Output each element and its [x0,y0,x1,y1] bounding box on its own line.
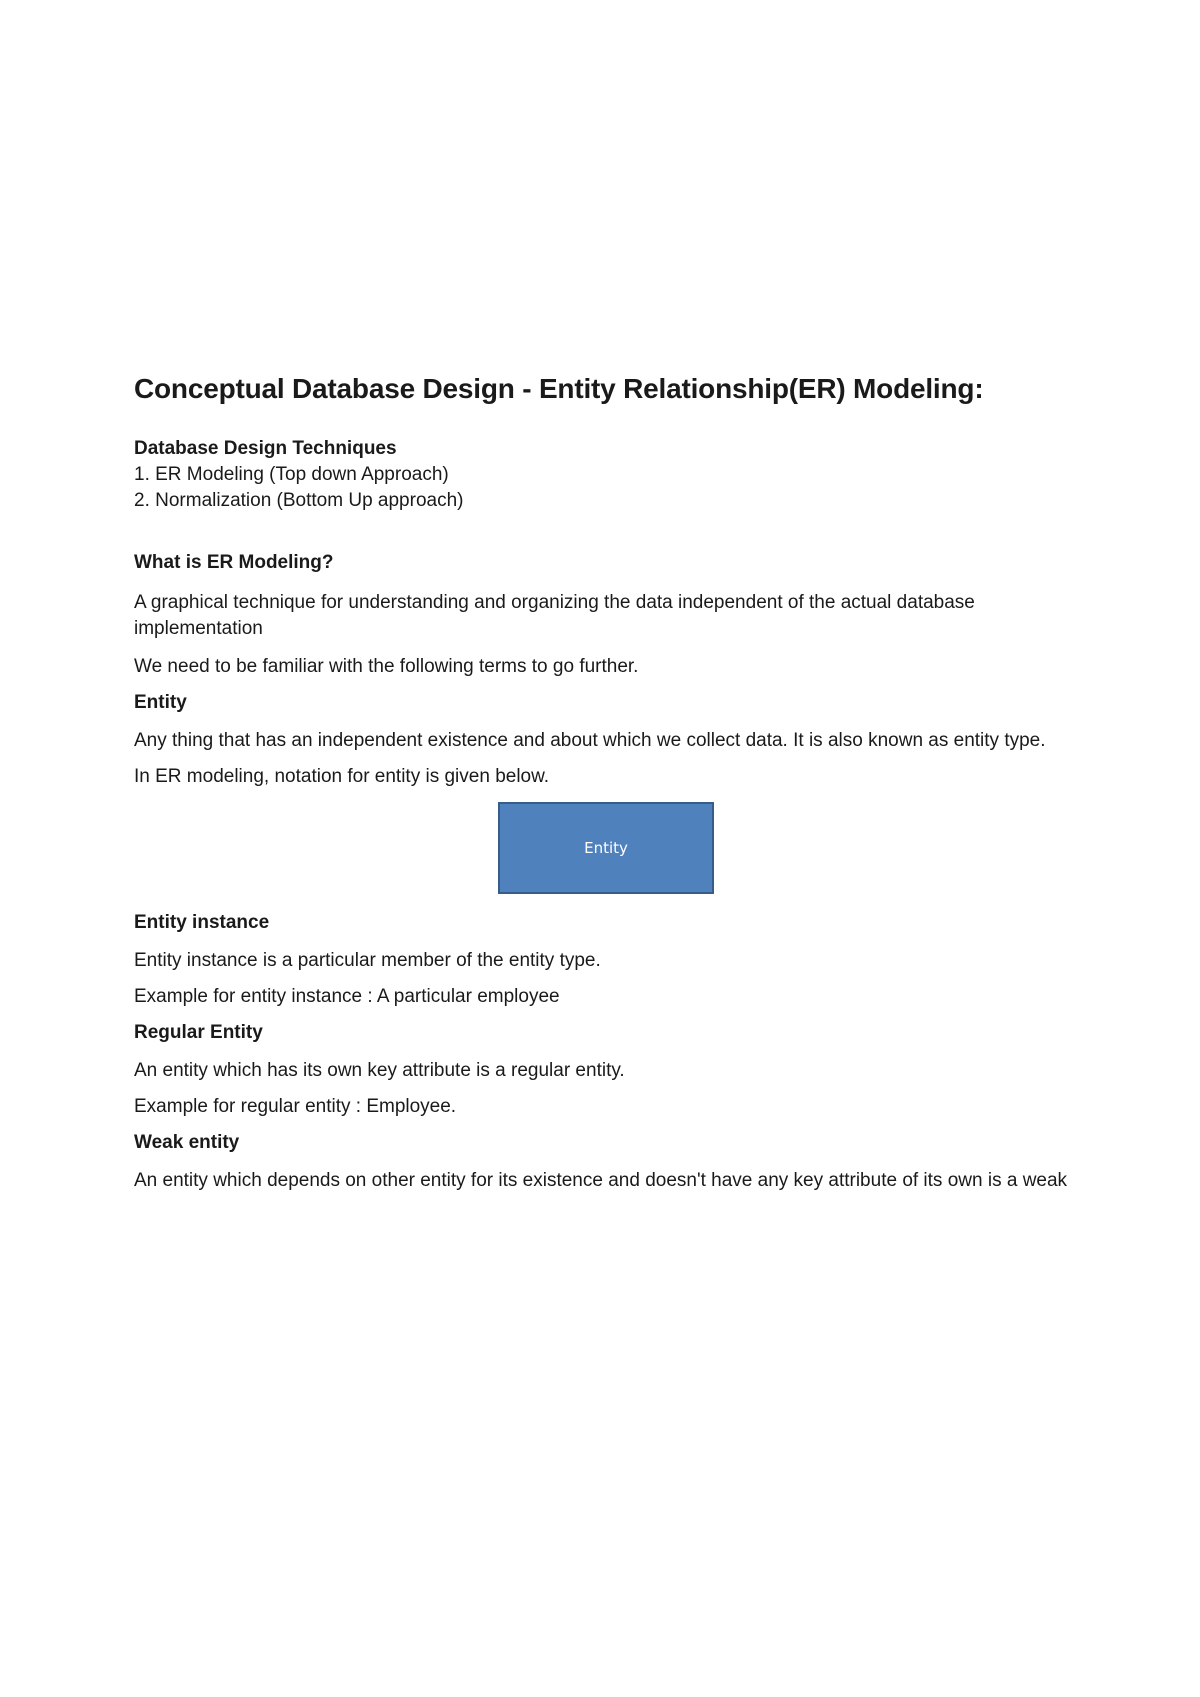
entity-box-label: Entity [584,839,628,857]
regular-entity-text: An entity which has its own key attribute is a regular entity. [134,1060,625,1081]
entity-text: Any thing that has an independent existence and about which we collect data. It is also known as entity type. [134,730,1046,751]
entity-notation-box [498,802,714,894]
weak-entity-heading: Weak entity [134,1132,240,1153]
what-is-text: A graphical technique for understanding and organizing the data independent of the actual database implementation [134,592,975,639]
entity-instance-example: Example for entity instance : A particular employee [134,986,560,1007]
regular-entity-heading: Regular Entity [134,1022,263,1043]
regular-entity-example: Example for regular entity : Employee. [134,1096,457,1117]
page-title: Conceptual Database Design - Entity Relationship(ER) Modeling: [134,373,984,404]
weak-entity-text: An entity which depends on other entity for its existence and doesn't have any key attribute of its own is a weak [134,1170,1068,1191]
entity-instance-heading: Entity instance [134,912,270,933]
document-content [134,372,1094,1194]
what-is-heading: What is ER Modeling? [134,552,334,573]
entity-notation-figure [134,802,1094,898]
techniques-heading: Database Design Techniques [134,438,397,459]
entity-notation-text: In ER modeling, notation for entity is given below. [134,766,550,787]
what-is-followup: We need to be familiar with the following terms to go further. [134,656,639,677]
entity-instance-text: Entity instance is a particular member of the entity type. [134,950,601,971]
techniques-section [134,436,1094,514]
entity-heading: Entity [134,692,187,713]
technique-item: 2. Normalization (Bottom Up approach) [134,490,464,511]
technique-item: 1. ER Modeling (Top down Approach) [134,464,449,485]
